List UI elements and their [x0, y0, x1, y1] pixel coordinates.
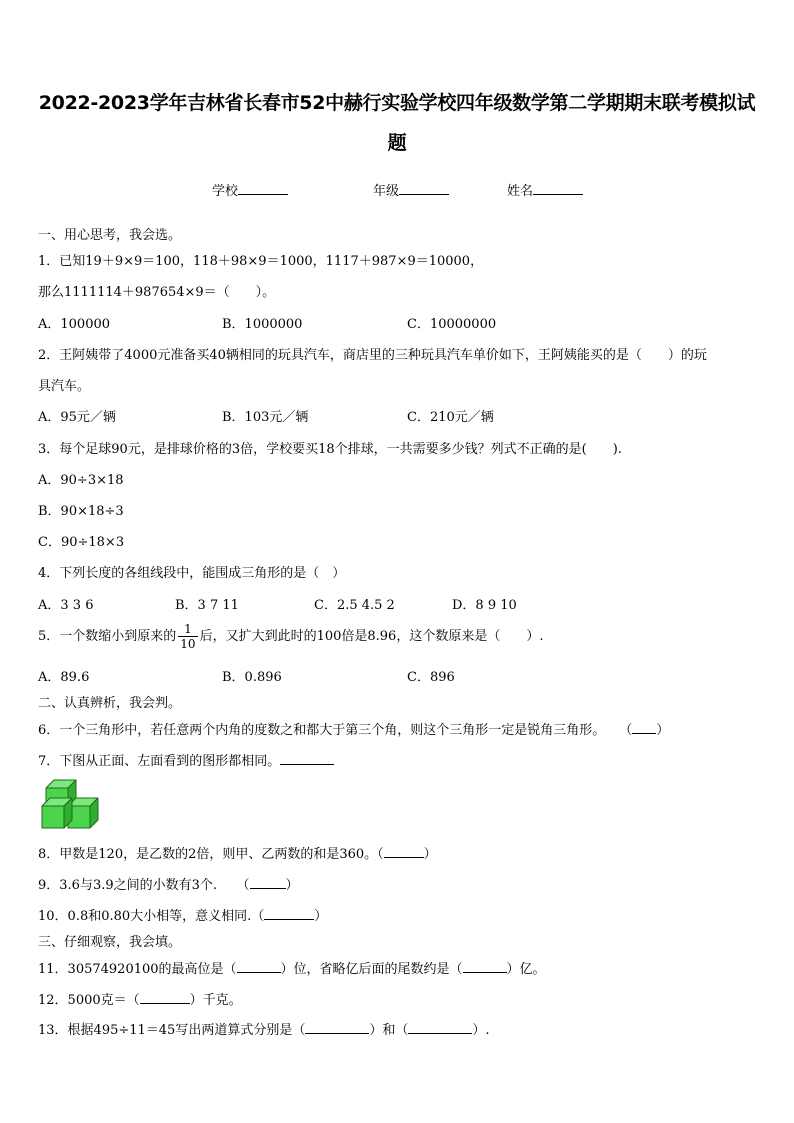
q9-answer-blank	[250, 875, 286, 889]
q5-line1	[38, 622, 543, 651]
q13-line	[38, 1019, 490, 1038]
grade-field	[373, 180, 449, 199]
q11-text-pre: 11．30574920100的最高位是（	[38, 962, 237, 977]
section-3-heading: 三、仔细观察，我会填。	[38, 935, 182, 950]
cube-bottom-left	[42, 798, 72, 828]
q5-option-c: C．896	[407, 670, 455, 685]
q11-text-post: ）亿。	[506, 962, 546, 977]
q1-option-c: C．10000000	[407, 317, 497, 332]
q6-line	[38, 719, 669, 738]
q8-paren-right: ）	[423, 847, 437, 862]
q11-text-mid: ）位，省略亿后面的尾数约是（	[280, 962, 463, 977]
q13-text-mid: ）和（	[369, 1023, 409, 1038]
q6-text: 6．一个三角形中，若任意两个内角的度数之和都大于第三个角，则这个三角形一定是锐角三角形。	[38, 723, 606, 738]
q4-option-b: B．3 7 11	[175, 598, 239, 613]
q13-text-pre: 13．根据495÷11＝45写出两道算式分别是（	[38, 1023, 306, 1038]
q3-option-a: A．90÷3×18	[38, 473, 124, 488]
q11-line	[38, 958, 546, 977]
q1-option-b: B．1000000	[222, 317, 303, 332]
q8-answer-blank	[384, 844, 424, 858]
q13-answer-blank-2	[408, 1020, 472, 1034]
q5-fraction	[178, 622, 197, 651]
q5-fraction-numerator: 1	[178, 622, 197, 637]
q4-option-d: D．8 9 10	[452, 598, 517, 613]
q2-option-b: B．103元／辆	[222, 410, 309, 425]
cube-figure	[40, 776, 104, 830]
q12-line	[38, 989, 242, 1008]
q7-line	[38, 750, 334, 769]
q5-fraction-denominator: 10	[180, 637, 196, 651]
section-2-heading: 二、认真辨析，我会判。	[38, 696, 182, 711]
q10-text: 10．0.8和0.80大小相等，意义相同.（	[38, 909, 265, 924]
q3-option-b: B．90×18÷3	[38, 504, 124, 519]
q2-line2: 具汽车。	[38, 379, 91, 394]
exam-title-line1: 2022-2023学年吉林省长春市52中赫行实验学校四年级数学第二学期期末联考模拟试	[38, 92, 756, 114]
q8-line	[38, 843, 437, 862]
name-field	[507, 180, 583, 199]
q9-paren-right: ）	[285, 878, 299, 893]
q10-answer-blank	[264, 906, 314, 920]
q2-option-a: A．95元／辆	[38, 410, 116, 425]
q5-option-a: A．89.6	[38, 670, 90, 685]
name-label: 姓名	[507, 184, 534, 199]
q10-paren-right: ）	[314, 909, 328, 924]
q8-text: 8．甲数是120，是乙数的2倍，则甲、乙两数的和是360。（	[38, 847, 384, 862]
q10-line	[38, 905, 327, 924]
school-field	[212, 180, 288, 199]
grade-blank	[399, 181, 449, 195]
q1-line2: 那么1111114＋987654×9＝（ ）。	[38, 285, 276, 300]
q11-answer-blank-1	[237, 959, 281, 973]
school-label: 学校	[212, 184, 239, 199]
q4-option-a: A．3 3 6	[38, 598, 94, 613]
q12-answer-blank	[140, 990, 190, 1004]
q5-option-b: B．0.896	[222, 670, 282, 685]
q4-option-c: C．2.5 4.5 2	[314, 598, 395, 613]
exam-title-line2: 题	[387, 132, 407, 154]
q5-text-pre: 5．一个数缩小到原来的	[38, 629, 177, 644]
q5-text-post: 后，又扩大到此时的100倍是8.96，这个数原来是（ ）.	[199, 629, 544, 644]
q13-text-post: ）.	[472, 1023, 490, 1038]
section-1-heading: 一、用心思考，我会选。	[38, 228, 182, 243]
q9-line	[38, 874, 299, 893]
q1-option-a: A．100000	[38, 317, 111, 332]
q2-option-c: C．210元／辆	[407, 410, 494, 425]
q6-answer-blank	[632, 720, 656, 734]
q3-option-c: C．90÷18×3	[38, 535, 125, 550]
name-blank	[533, 181, 583, 195]
q13-answer-blank-1	[305, 1020, 369, 1034]
q12-text-post: ）千克。	[189, 993, 242, 1008]
q9-text: 9．3.6与3.9之间的小数有3个. （	[38, 878, 250, 893]
q7-answer-blank	[280, 751, 334, 765]
q2-line1: 2．王阿姨带了4000元准备买40辆相同的玩具汽车，商店里的三种玩具汽车单价如下，王阿姨能买的是（ ）的玩	[38, 348, 707, 363]
q6-paren-right: ）	[656, 723, 670, 738]
q11-answer-blank-2	[463, 959, 507, 973]
q1-line1: 1．已知19＋9×9＝100，118＋98×9＝1000，1117＋987×9＝10000，	[38, 254, 484, 269]
q3-line1: 3．每个足球90元，是排球价格的3倍，学校要买18个排球，一共需要多少钱？列式不正确的是( ).	[38, 442, 622, 457]
q4-line1: 4．下列长度的各组线段中，能围成三角形的是（ ）	[38, 566, 346, 581]
q6-paren-left: （	[619, 723, 633, 738]
school-blank	[238, 181, 288, 195]
grade-label: 年级	[373, 184, 400, 199]
q7-text: 7．下图从正面、左面看到的图形都相同。	[38, 754, 281, 769]
q12-text-pre: 12．5000克＝（	[38, 993, 140, 1008]
